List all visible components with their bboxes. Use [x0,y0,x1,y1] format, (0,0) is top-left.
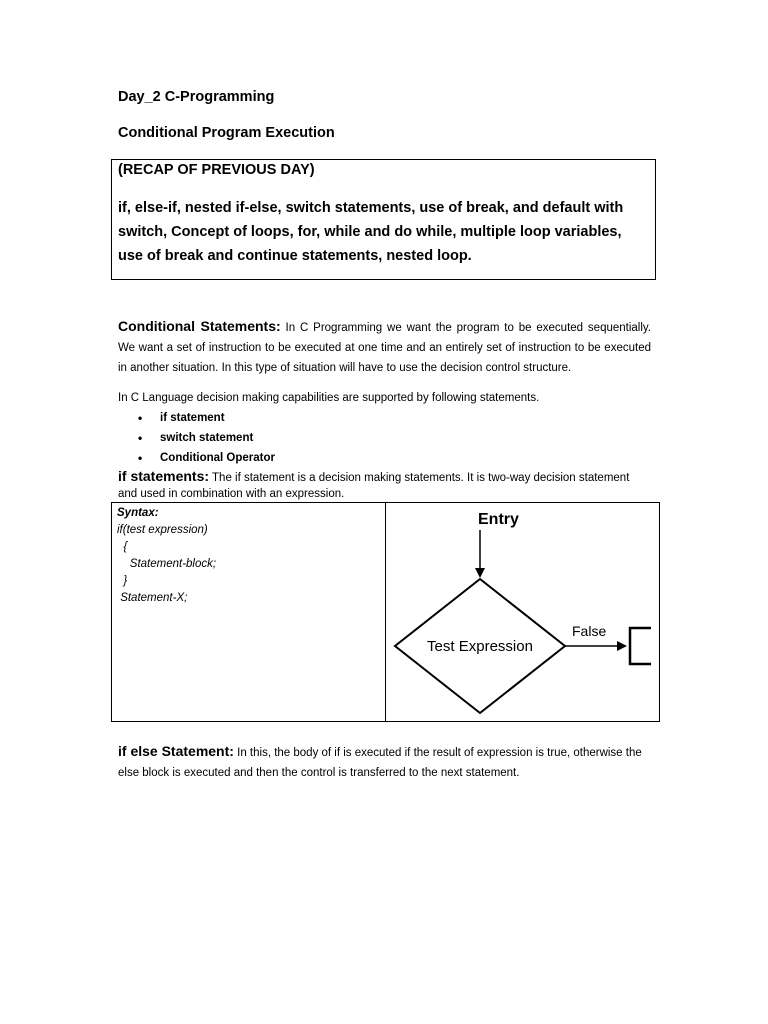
entry-label: Entry [478,511,519,528]
syntax-table [111,502,660,722]
syntax-line: { [117,541,128,553]
if-statements-paragraph [118,468,651,502]
syntax-label: Syntax: [117,507,159,519]
page-title: Day_2 C-Programming [118,89,275,105]
list-item: • switch statement [138,428,275,448]
if-statements-lead: if statements: [118,468,210,484]
syntax-line: Statement-X; [117,592,188,604]
conditional-statements-lead: Conditional Statements: [118,318,281,334]
syntax-cell [112,503,386,721]
recap-text: if, else-if, nested if-else, switch statements, use of break, and default with switch, Concept of loops, for, while and do while, multiple loop variables, use of break and continue statements, nested loop. [118,200,624,264]
syntax-line: } [117,575,128,587]
false-label: False [572,623,607,639]
list-item: • if statement [138,408,275,428]
if-statements-text: The if statement is a decision making statements. It is two-way decision statement and used in combination with an expression. [118,472,630,500]
recap-title: (RECAP OF PREVIOUS DAY) [118,162,315,178]
conditional-statements-text: In C Programming we want the program to be executed sequentially. We want a set of instruction to be executed at one time and an entirely set of instruction to be executed in another situation. In this type of situation will have to use the decision control structure. [118,322,652,374]
if-else-text: In this, the body of if is executed if the result of expression is true, otherwise the else block is executed and then the control is transferred to the next statement. [118,747,642,779]
flowchart-cell [386,503,659,721]
flowchart [386,503,659,721]
syntax-line: if(test expression) [117,524,208,536]
if-else-paragraph [118,741,651,783]
list-item: • Conditional Operator [138,448,275,468]
if-else-lead: if else Statement: [118,743,234,759]
statement-list [138,408,275,468]
next-block-edge [630,628,651,664]
section-title: Conditional Program Execution [118,125,335,141]
recap-box [111,159,656,280]
test-expression-label: Test Expression [427,638,533,655]
decision-intro: In C Language decision making capabilities are supported by following statements. [118,392,540,404]
syntax-line: Statement-block; [117,558,217,570]
conditional-statements-paragraph [118,316,651,378]
